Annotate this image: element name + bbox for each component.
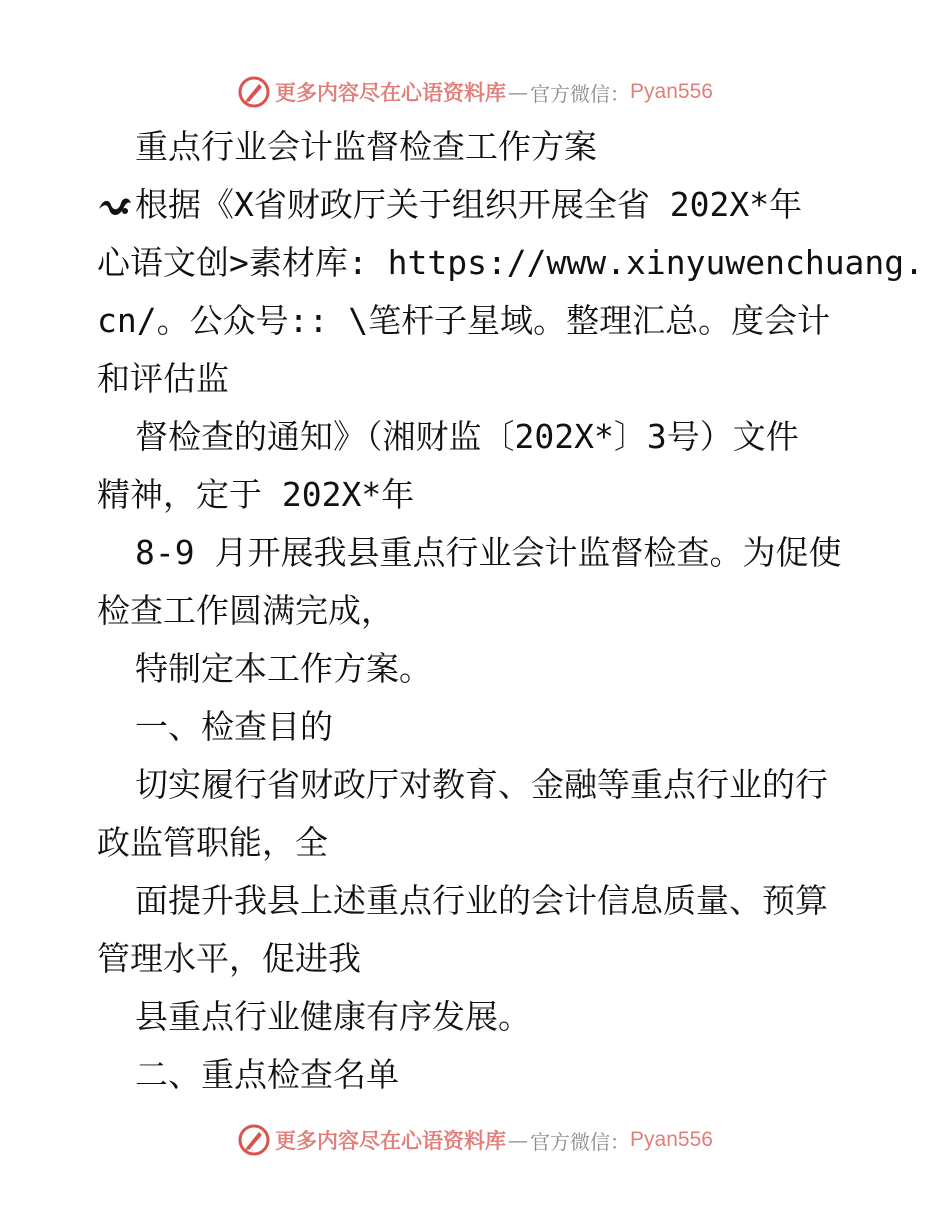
banner-wechat-label: 官方微信： [530, 1129, 631, 1154]
body-line-4: 和评估监 [97, 359, 229, 398]
body-line-11: 切实履行省财政厅对教育、金融等重点行业的行 [135, 765, 828, 804]
body-line-7: 8-9 月开展我县重点行业会计监督检查。为促使 [135, 533, 842, 572]
body-line-12: 政监管职能，全 [97, 823, 328, 862]
header-banner [0, 72, 950, 112]
section-heading-1: 一、检查目的 [135, 707, 333, 746]
banner-wechat-id: Pyan556 [630, 1128, 713, 1151]
body-line-14: 管理水平，促进我 [97, 939, 361, 978]
body-line-5: 督检查的通知》（湘财监〔202X*〕3号）文件 [135, 417, 799, 456]
document-title: 重点行业会计监督检查工作方案 [135, 127, 597, 166]
body-line-6: 精神，定于 202X*年 [97, 475, 415, 514]
banner-wechat-id: Pyan556 [630, 80, 713, 103]
body-line-13: 面提升我县上述重点行业的会计信息质量、预算 [135, 881, 828, 920]
pen-logo-icon [237, 1123, 271, 1157]
body-line-9: 特制定本工作方案。 [135, 649, 432, 688]
banner-library-text: 更多内容尽在心语资料库 [275, 80, 507, 105]
body-line-15: 县重点行业健康有序发展。 [135, 997, 531, 1036]
body-line-2: 心语文创>素材库: https://www.xinyuwenchuang. [97, 243, 925, 282]
banner-separator: — [508, 80, 529, 104]
body-line-3: cn/。公众号:: \笔杆子星域。整理汇总。度会计 [97, 301, 831, 340]
ornament-bullet-icon [97, 191, 133, 219]
body-line-1-text: 根据《X省财政厅关于组织开展全省 202X*年 [135, 185, 803, 224]
footer-banner [0, 1120, 950, 1160]
banner-wechat-label: 官方微信： [530, 81, 631, 106]
body-line-1 [97, 183, 802, 227]
banner-separator: — [508, 1128, 529, 1152]
body-line-8: 检查工作圆满完成， [97, 591, 394, 630]
pen-logo-icon [237, 75, 271, 109]
section-heading-2: 二、重点检查名单 [135, 1055, 399, 1094]
banner-library-text: 更多内容尽在心语资料库 [275, 1128, 507, 1153]
